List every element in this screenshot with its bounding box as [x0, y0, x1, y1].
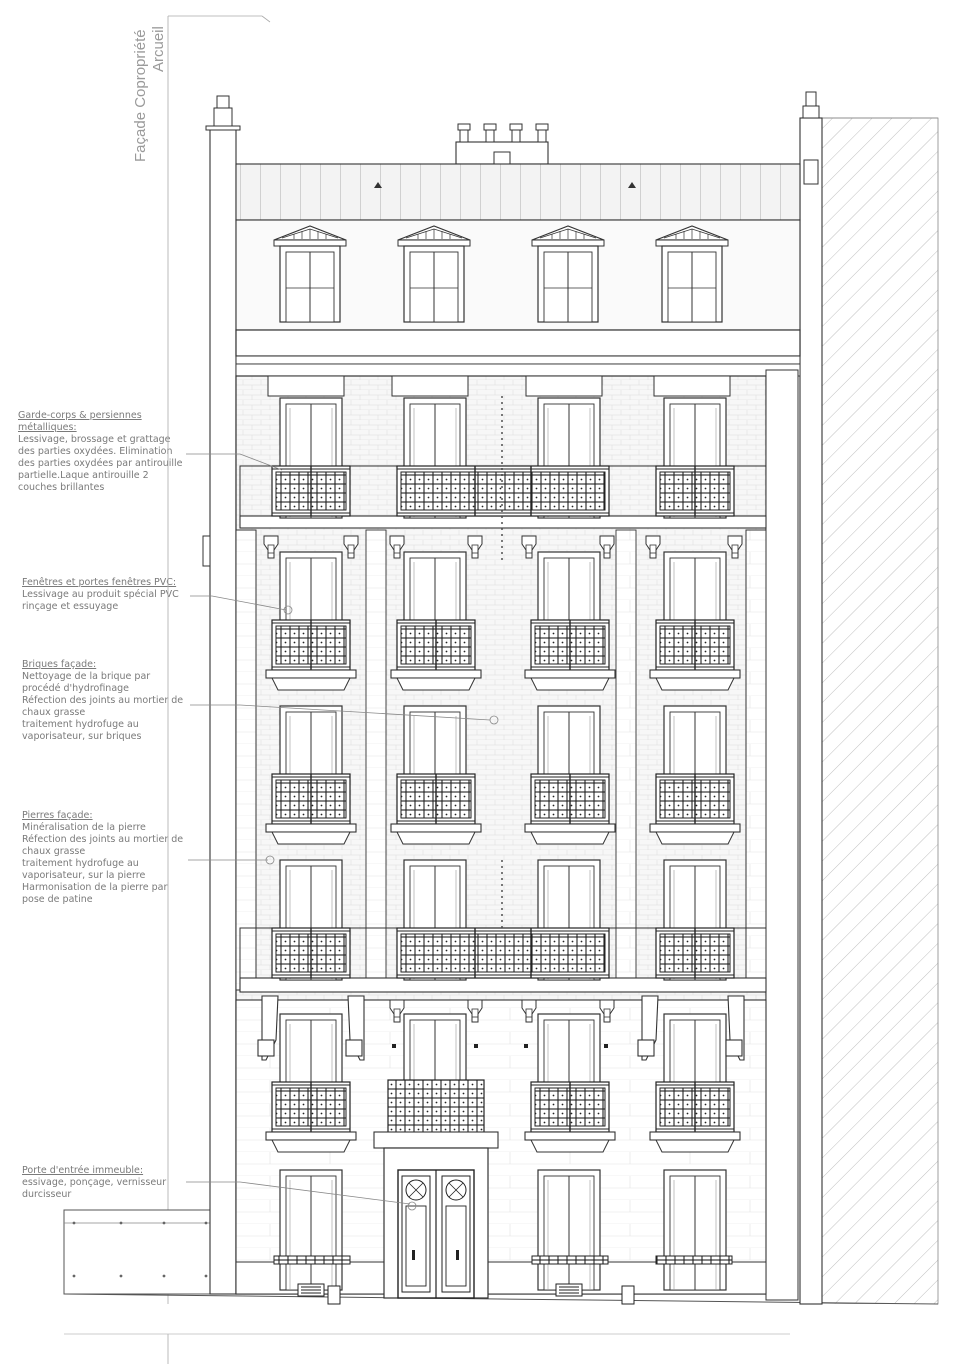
note-line: procédé d'hydrofinage	[22, 683, 130, 694]
entrance-lintel	[374, 1132, 498, 1148]
note-line: vaporisateur, sur la pierre	[22, 870, 146, 881]
neighbour-wall-left	[64, 1210, 210, 1294]
note-line: durcisseur	[22, 1189, 72, 1200]
note-line: Lessivage au produit spécial PVC	[22, 589, 179, 600]
neighbour-building-hatch	[822, 118, 938, 1304]
note-line: des parties oxydées. Elimination	[18, 446, 173, 457]
note-line: Réfection des joints au mortier de	[22, 695, 184, 706]
note-line: rinçage et essuyage	[22, 601, 119, 612]
site-line	[262, 16, 270, 22]
left-party-wall	[210, 128, 236, 1294]
railings-row-3	[272, 928, 734, 978]
note-line: chaux grasse	[22, 846, 86, 857]
note-line: Harmonisation de la pierre par	[22, 882, 168, 893]
note-line: pose de patine	[22, 894, 93, 905]
note-line: traitement hydrofuge au	[22, 858, 139, 869]
note-heading: Porte d'entrée immeuble:	[22, 1165, 144, 1176]
note-line: vaporisateur, sur briques	[22, 731, 142, 742]
note-line: Réfection des joints au mortier de	[22, 834, 184, 845]
note-line: Minéralisation de la pierre	[22, 822, 146, 833]
note-line: couches brillantes	[18, 482, 105, 493]
title-line-2: Arcueil	[150, 26, 167, 72]
note-line: essivage, ponçage, vernisseur	[22, 1177, 167, 1188]
note-heading: Garde-corps & persiennes métalliques:	[18, 410, 142, 433]
note-line: Lessivage, brossage et grattage	[18, 434, 171, 445]
cornice	[236, 330, 800, 356]
railings-row-6	[272, 466, 734, 516]
note-heading: Fenêtres et portes fenêtres PVC:	[22, 577, 177, 588]
note-heading: Pierres façade:	[22, 810, 93, 821]
title-line-1: Façade Copropriété	[132, 29, 149, 162]
note-line: traitement hydrofuge au	[22, 719, 139, 730]
note-line: des parties oxydées par antirouille	[18, 458, 183, 469]
note-heading: Briques façade:	[22, 659, 97, 670]
note-line: Nettoyage de la brique par	[22, 671, 151, 682]
note-line: chaux grasse	[22, 707, 86, 718]
note-line: partielle.Laque antirouille 2	[18, 470, 149, 481]
zinc-roof	[236, 164, 800, 220]
right-party-wall	[800, 118, 822, 1304]
